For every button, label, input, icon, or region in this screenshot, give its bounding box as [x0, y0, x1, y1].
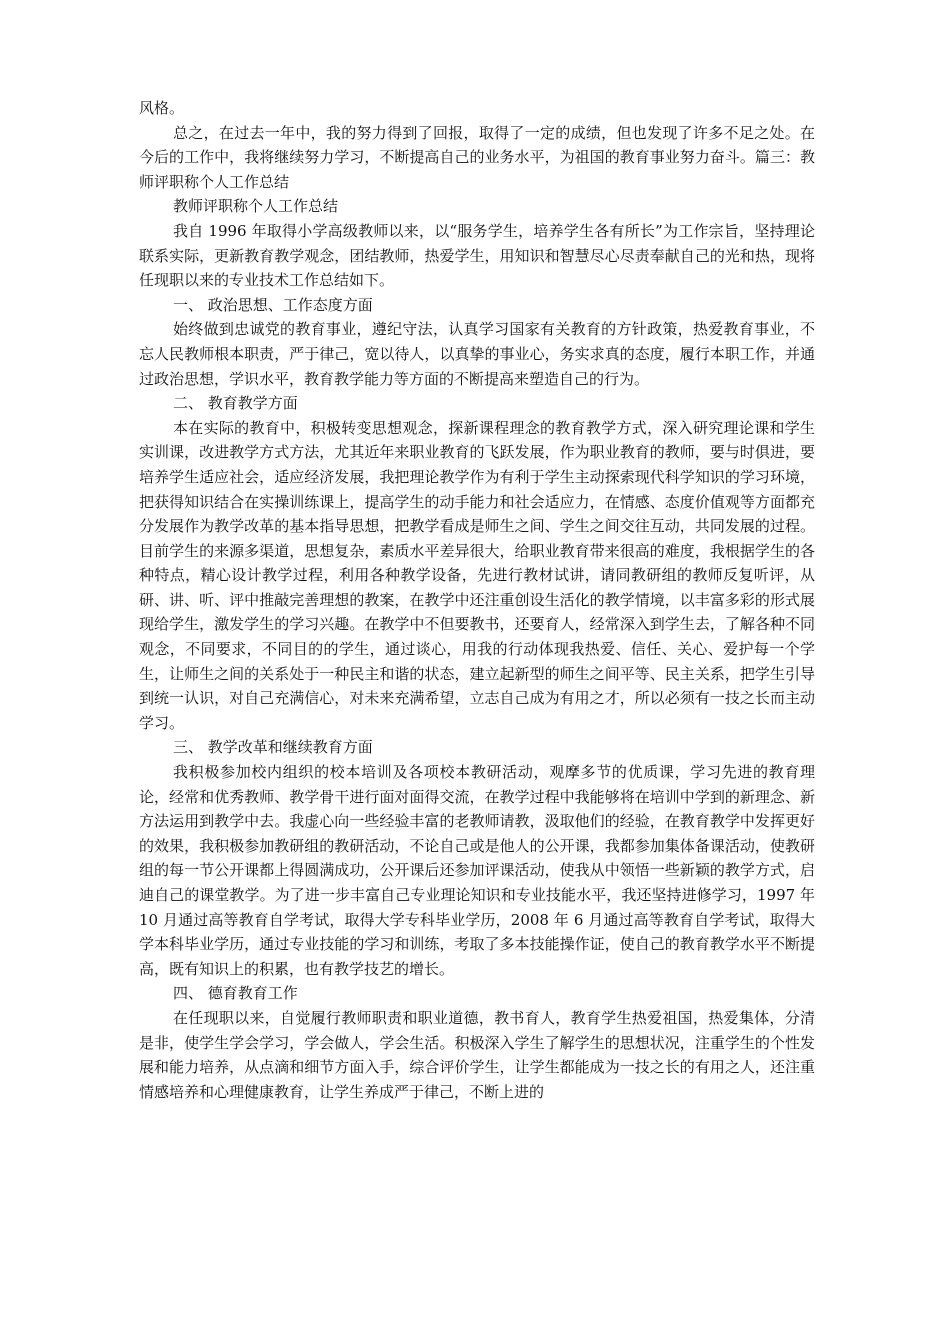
heading-political: 一、 政治思想、工作态度方面	[173, 295, 373, 314]
heading-reform: 三、 教学改革和继续教育方面	[173, 738, 373, 757]
heading-moral: 四、 德育教育工作	[173, 984, 298, 1003]
paragraph-teaching: 本在实际的教育中，积极转变思想观念，探新课程理念的教育教学方式，深入研究理论课和学生实训课，改进教学方式方法，尤其近年来职业教育的飞跃发展，作为职业教育的教师，要与时俱进，要培养学生适应社会，适应经济发展，我把理论教学作为有利于学生主动探索现代科学知识的学习环境，把获得知识结合在实操训练课上，提高学生的动手能力和社会适应力，在情感、态度价值观等方面都充分发展作为教学改革的基本指导思想，把教学看成是师生之间、学生之间交往互动，共同发展的过程。目前学生的来源多渠道，思想复杂，素质水平差异很大，给职业教育带来很高的难度，我根据学生的各种特点，精心设计教学过程，利用各种教学设备，先进行教材试讲，请同教研组的教师反复听评，从研、讲、听、评中推敲完善理想的教案，在教学中还注重创设生活化的教学情境，以丰富多彩的形式展现给学生，激发学生的学习兴趣。在教学中不但要教书，还要育人，经常深入到学生去，了解各种不同观念，不同要求，不同目的的学生，通过谈心，用我的行动体现我热爱、信任、关心、爱护每一个学生，让师生之间的关系处于一种民主和谐的状态，建立起新型的师生之间平等、民主关系，把学生引导到统一认识，对自己充满信心，对未来充满希望，立志自己成为有用之才，所以必须有一技之长而主动学习。	[139, 418, 815, 732]
document-page	[139, 96, 815, 1104]
paragraph-continuation: 风格。	[139, 99, 185, 117]
paragraph-intro: 我自 1996 年取得小学高级教师以来，以“服务学生，培养学生各有所长”为工作宗旨，坚持理论联系实际，更新教育教学观念，团结教师，热爱学生，用知识和智慧尽心尽责奉献自己的光和热，现将任现职以来的专业技术工作总结如下。	[139, 221, 815, 290]
section-title: 教师评职称个人工作总结	[173, 197, 339, 216]
heading-teaching: 二、 教育教学方面	[173, 394, 298, 413]
paragraph-summary: 总之，在过去一年中，我的努力得到了回报，取得了一定的成绩，但也发现了许多不足之处。在今后的工作中，我将继续努力学习，不断提高自己的业务水平，为祖国的教育事业努力奋斗。篇三：教师评职称个人工作总结	[139, 123, 815, 191]
paragraph-reform: 我积极参加校内组织的校本培训及各项校本教研活动，观摩多节的优质课，学习先进的教育理论，经常和优秀教师、教学骨干进行面对面得交流，在教学过程中我能够将在培训中学到的新理念、新方法运用到教学中去。我虚心向一些经验丰富的老教师请教，汲取他们的经验，在教育教学中发挥更好的效果，我积极参加教研组的教研活动，不论自己或是他人的公开课，我都参加集体备课活动，使教研组的每一节公开课都上得圆满成功，公开课后还参加评课活动，使我从中领悟一些新颖的教学方式，启迪自己的课堂教学。为了进一步丰富自己专业理论知识和专业技能水平，我还坚持进修学习，1997 年 10 月通过高等教育自学考试，取得大学专科毕业学历，2008 年 6 月通过高等教育自学考试，取得大学本科毕业学历，通过专业技能的学习和训练，考取了多本技能操作证，使自己的教育教学水平不断提高，既有知识上的积累，也有教学技艺的增长。	[139, 763, 815, 978]
paragraph-moral: 在任现职以来，自觉履行教师职责和职业道德，教书育人，教育学生热爱祖国，热爱集体，分清是非，使学生学会学习，学会做人，学会生活。积极深入学生了解学生的思想状况，注重学生的个性发展和能力培养，从点滴和细节方面入手，综合评价学生，让学生都能成为一技之长的有用之人，还注重情感培养和心理健康教育，让学生养成严于律己，不断上进的	[139, 1008, 815, 1101]
paragraph-political: 始终做到忠诚党的教育事业，遵纪守法，认真学习国家有关教育的方针政策，热爱教育事业，不忘人民教师根本职责，严于律己，宽以待人，以真挚的事业心，务实求真的态度，履行本职工作，并通过政治思想，学识水平，教育教学能力等方面的不断提高来塑造自己的行为。	[139, 320, 815, 388]
